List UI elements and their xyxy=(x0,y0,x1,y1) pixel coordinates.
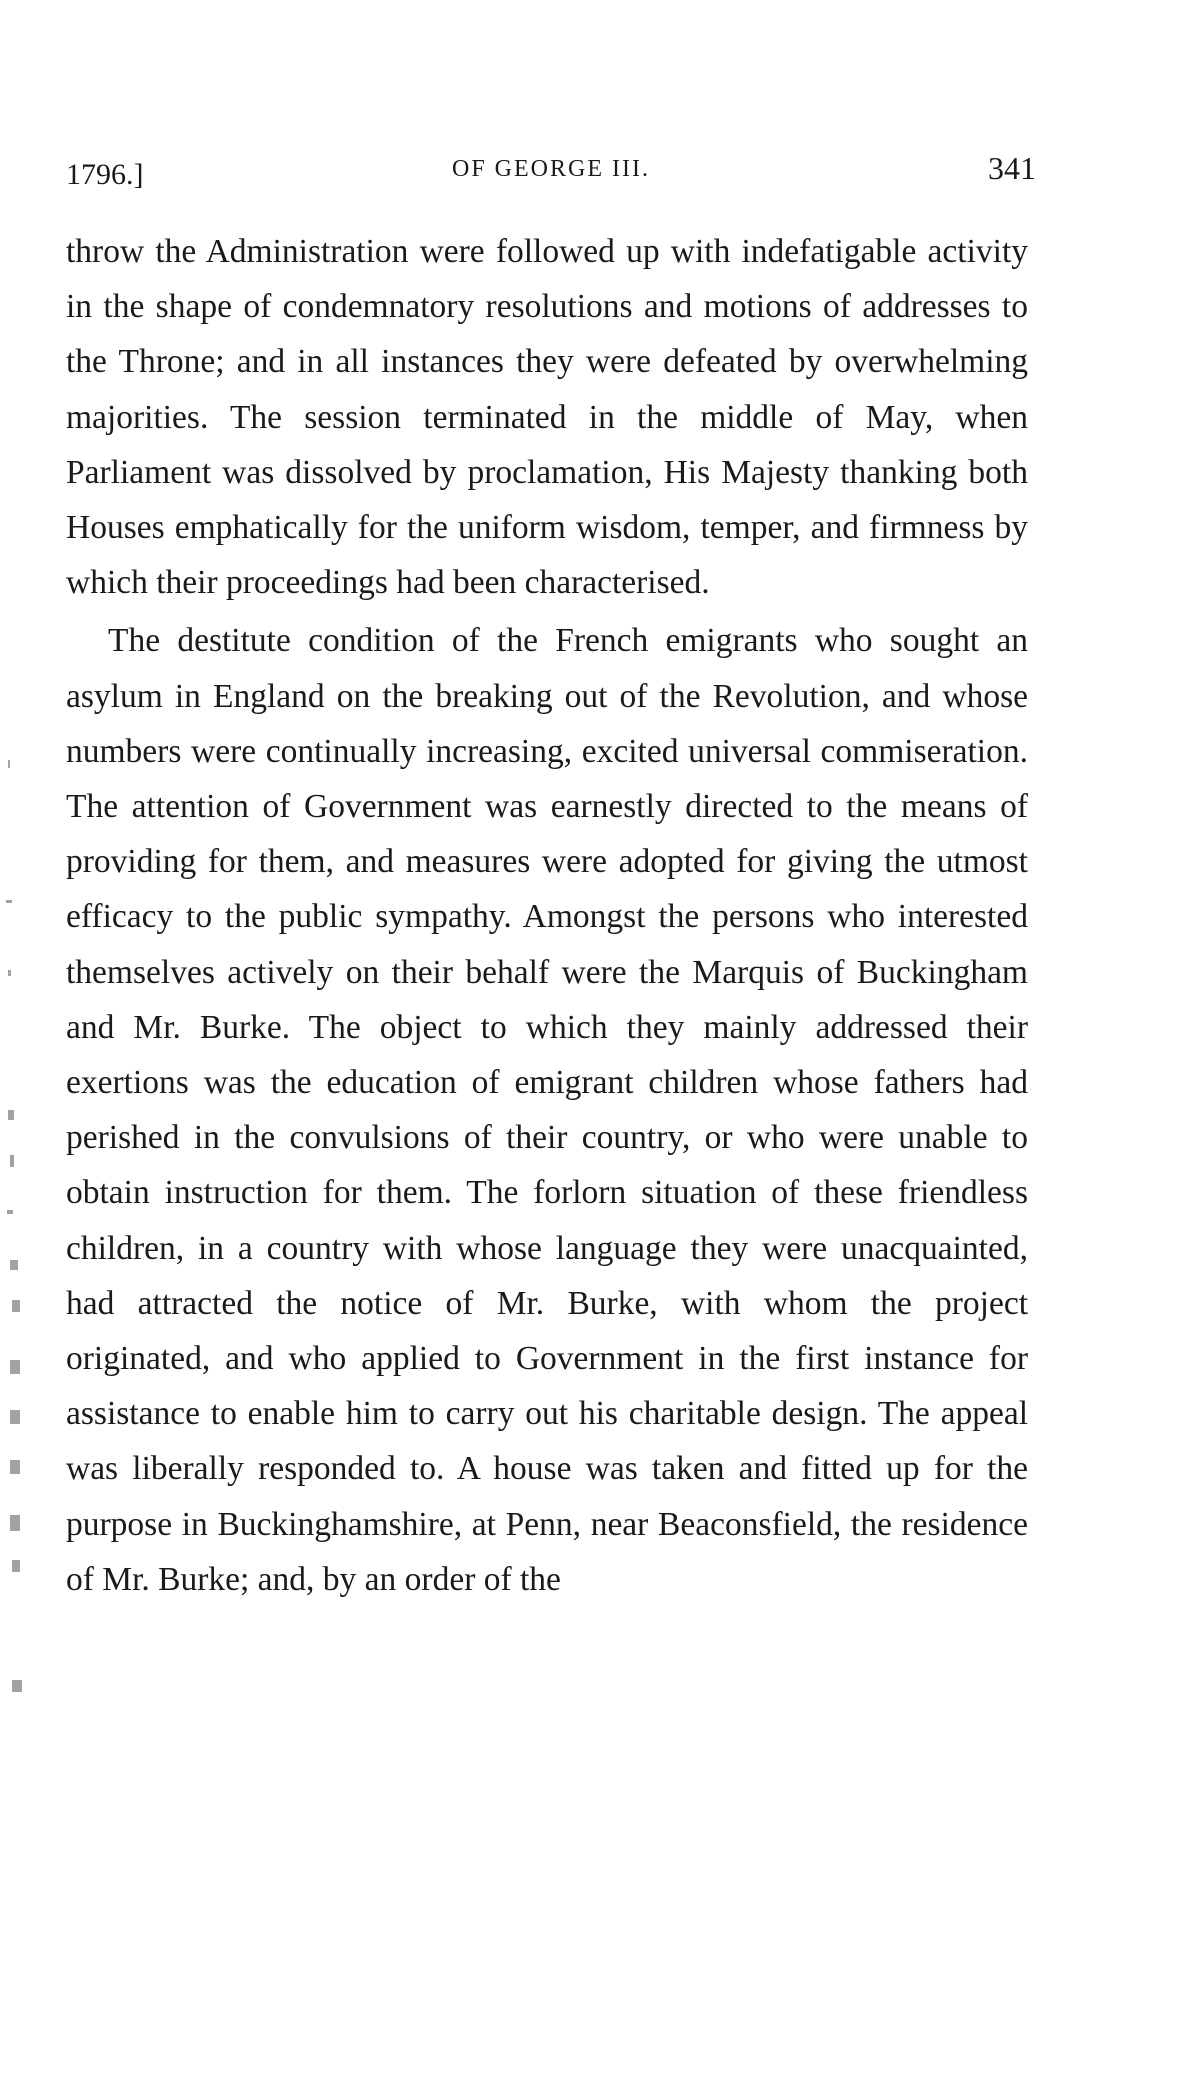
running-head xyxy=(66,150,1036,190)
margin-show-through-marks xyxy=(0,760,36,1960)
margin-mark xyxy=(10,1460,20,1474)
body-text xyxy=(66,224,1028,1607)
margin-mark xyxy=(10,1360,20,1374)
header-year: 1796.] xyxy=(66,158,144,191)
margin-mark xyxy=(10,1155,14,1167)
margin-mark xyxy=(8,970,11,976)
margin-mark xyxy=(10,1515,20,1531)
margin-mark xyxy=(8,760,10,768)
margin-mark xyxy=(10,1260,18,1270)
margin-mark xyxy=(12,1300,20,1312)
margin-mark xyxy=(6,900,12,903)
margin-mark xyxy=(8,1110,14,1120)
margin-mark xyxy=(10,1410,20,1424)
margin-mark xyxy=(12,1680,22,1692)
margin-mark xyxy=(7,1210,13,1214)
header-title: OF GEORGE III. xyxy=(452,156,650,182)
paragraph-2: The destitute condition of the French emigrants who sought an asylum in England on the breaking out of the Revolution, and whose numbers were continually increasing, excited universal commiseration. The attention of Government was earnestly directed to the means of providing for them, and measures were adopted for giving the utmost efficacy to the public sympathy. Amongst the persons who interested themselves actively on their behalf were the Marquis of Buckingham and Mr. Burke. The object to which they mainly addressed their exertions was the education of emigrant children whose fathers had perished in the convulsions of their country, or who were unable to obtain instruction for them. The forlorn situation of these friendless children, in a country with whose language they were unacquainted, had attracted the notice of Mr. Burke, with whom the project originated, and who applied to Government in the first instance for assistance to enable him to carry out his charitable design. The appeal was liberally responded to. A house was taken and fitted up for the purpose in Buckinghamshire, at Penn, near Beaconsfield, the residence of Mr. Burke; and, by an order of the xyxy=(66,622,1028,1598)
paragraph-1: throw the Administration were followed up with indefatigable activity in the shape of condemnatory resolutions and motions of addresses to the Throne; and in all instances they were defeated by overwhelming majorities. The session terminated in the middle of May, when Parliament was dissolved by proclamation, His Majesty thanking both Houses emphatically for the uniform wisdom, temper, and firmness by which their proceedings had been characterised. xyxy=(66,233,1028,602)
margin-mark xyxy=(12,1560,20,1572)
page-number: 341 xyxy=(988,150,1036,186)
